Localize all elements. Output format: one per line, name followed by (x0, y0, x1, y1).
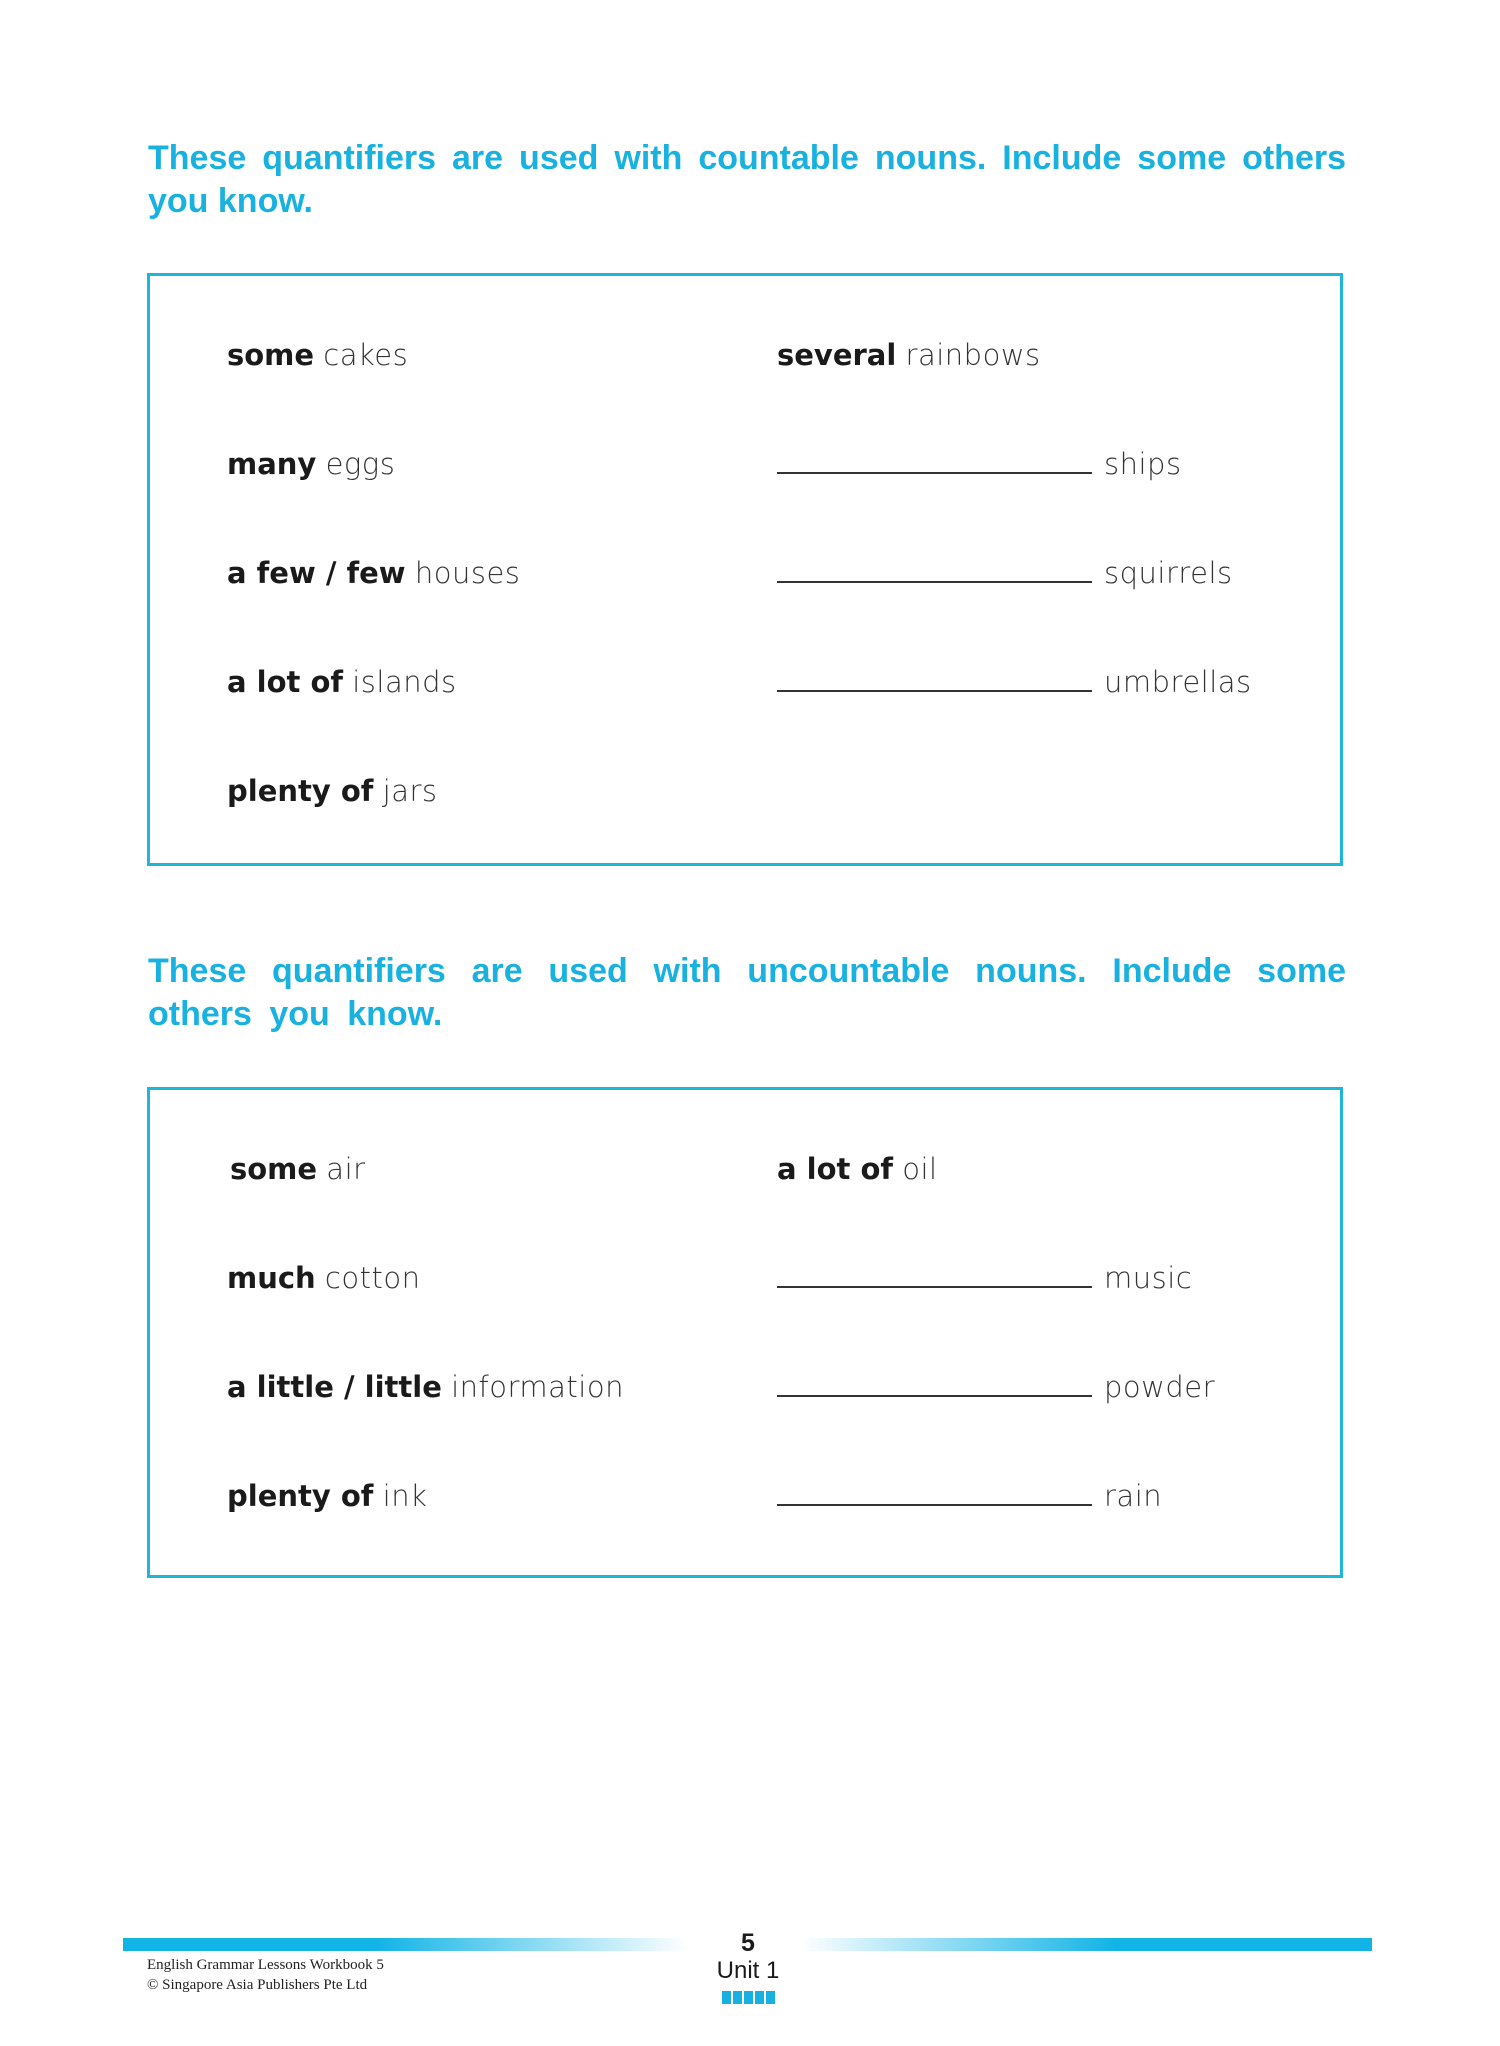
quantifier-word: a lot of (227, 665, 344, 699)
noun-word: oil (902, 1152, 938, 1186)
noun-word: ink (382, 1479, 428, 1513)
fill-in-item (777, 665, 1252, 699)
quantifier-word: plenty of (227, 774, 374, 808)
quantifier-word: several (777, 338, 897, 372)
answer-blank[interactable] (777, 1285, 1092, 1288)
quantifier-row (150, 1261, 1340, 1301)
fill-in-item (777, 447, 1182, 481)
noun-word: music (1104, 1261, 1193, 1295)
quantifier-row (150, 447, 1340, 487)
noun-word: squirrels (1104, 556, 1233, 590)
noun-word: ships (1104, 447, 1182, 481)
quantifier-item (227, 447, 395, 481)
quantifier-word: a few / few (227, 556, 406, 590)
unit-label: Unit 1 (716, 1957, 780, 1984)
answer-blank[interactable] (777, 1394, 1092, 1397)
quantifier-row (150, 1479, 1340, 1519)
quantifier-item (227, 556, 520, 590)
quantifier-word: a lot of (777, 1152, 894, 1186)
noun-word: cotton (324, 1261, 421, 1295)
noun-word: air (326, 1152, 366, 1186)
noun-word: information (451, 1370, 624, 1404)
answer-blank[interactable] (777, 1503, 1092, 1506)
uncountable-quantifiers-box (147, 1087, 1343, 1578)
noun-word: cakes (323, 338, 409, 372)
quantifier-item (230, 1152, 366, 1186)
noun-word: jars (382, 774, 438, 808)
quantifier-word: much (227, 1261, 316, 1295)
quantifier-row (150, 556, 1340, 596)
noun-word: rain (1104, 1479, 1163, 1513)
fill-in-item (777, 1261, 1192, 1295)
footer-bar-right (800, 1938, 1372, 1951)
quantifier-item (227, 1370, 624, 1404)
quantifier-word: some (227, 338, 315, 372)
answer-blank[interactable] (777, 580, 1092, 583)
quantifier-row (150, 665, 1340, 705)
uncountable-nouns-heading: These quantifiers are used with uncountable nouns. Include some others you know. (148, 952, 1346, 1033)
quantifier-item (227, 1479, 427, 1513)
noun-word: islands (352, 665, 457, 699)
quantifier-item (227, 774, 438, 808)
quantifier-word: some (230, 1152, 318, 1186)
countable-nouns-heading: These quantifiers are used with countable nouns. Include some others you know. (148, 139, 1346, 220)
footer-bar-left (123, 1938, 688, 1951)
fill-in-item (777, 1370, 1215, 1404)
answer-blank[interactable] (777, 471, 1092, 474)
quantifier-item (227, 1261, 420, 1295)
noun-word: powder (1104, 1370, 1216, 1404)
quantifier-word: a little / little (227, 1370, 442, 1404)
unit-indicator-icon (722, 1991, 775, 2004)
quantifier-word: many (227, 447, 317, 481)
quantifier-item (777, 338, 1041, 372)
quantifier-item (227, 665, 457, 699)
noun-word: eggs (325, 447, 396, 481)
quantifier-row (150, 774, 1340, 814)
quantifier-item (227, 338, 408, 372)
quantifier-row (150, 1152, 1340, 1192)
quantifier-row (150, 338, 1340, 378)
noun-word: houses (414, 556, 521, 590)
quantifier-row (150, 1370, 1340, 1410)
noun-word: rainbows (905, 338, 1041, 372)
answer-blank[interactable] (777, 689, 1092, 692)
page-number: 5 (741, 1929, 755, 1957)
quantifier-word: plenty of (227, 1479, 374, 1513)
book-title: English Grammar Lessons Workbook 5 (147, 1957, 384, 1973)
quantifier-item (777, 1152, 938, 1186)
fill-in-item (777, 1479, 1162, 1513)
copyright: © Singapore Asia Publishers Pte Ltd (147, 1977, 368, 1993)
noun-word: umbrellas (1104, 665, 1252, 699)
countable-quantifiers-box (147, 273, 1343, 866)
footer-credit (147, 1955, 384, 1995)
fill-in-item (777, 556, 1233, 590)
